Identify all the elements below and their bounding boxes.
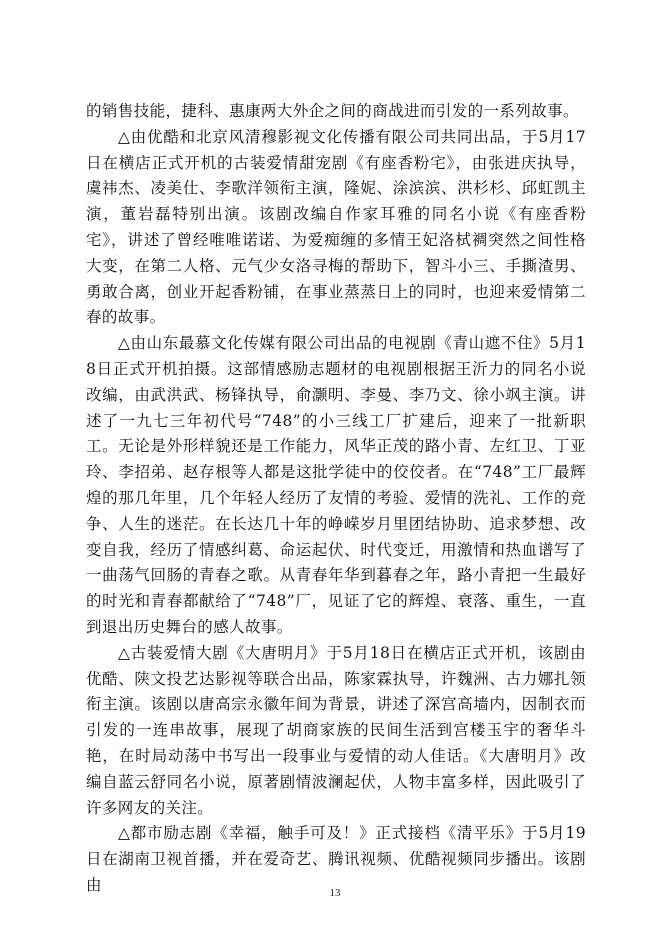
paragraph-5: △都市励志剧《幸福，触手可及！》正式接档《清平乐》于5月19日在湖南卫视首播，并在爱奇艺、腾讯视频、优酷视频同步播出。该剧由 [86, 824, 586, 894]
paragraph-4: △古装爱情大剧《大唐明月》于5月18日在横店正式开机，该剧由优酷、陕文投艺达影视等联合出品，陈家霖执导，许魏洲、古力娜扎领衔主演。该剧以唐高宗永徽年间为背景，讲述了深宫高墙内，因制衣而引发的一连串故事，展现了胡商家族的民间生活到宫楼玉宇的奢华斗艳，在时局动荡中书写出一段事业与爱情的动人佳话。《大唐明月》改编自蓝云舒同名小说，原著剧情波澜起伏，人物丰富多样，因此吸引了许多网友的关注。 [86, 643, 586, 817]
page-number: 13 [329, 887, 341, 899]
paragraph-2: △由优酷和北京风清穆影视文化传播有限公司共同出品，于5月17日在横店正式开机的古装爱情甜宠剧《有座香粉宅》，由张进庆执导，虞祎杰、凌美仕、李歌洋领衔主演，隆妮、涂滨滨、洪杉杉、邱虹凯主演，董岩磊特别出演。该剧改编自作家耳雅的同名小说《有座香粉宅》，讲述了曾经唯唯诺诺、为爱痴缠的多情王妃洛栻裯突然之间性格大变，在第二人格、元气少女洛寻梅的帮助下，智斗小三、手撕渣男、勇敢合离，创业开起香粉铺，在事业蒸蒸日上的同时，也迎来爱情第二春的故事。 [86, 127, 586, 327]
document-body [86, 99, 586, 899]
paragraph-3: △由山东最慕文化传媒有限公司出品的电视剧《青山遮不住》5月18日正式开机拍摄。这部情感励志题材的电视剧根据王沂力的同名小说改编，由武洪武、杨锋执导，俞灏明、李曼、李乃文、徐小飒主演。讲述了一九七三年初代号“748”的小三线工厂扩建后，迎来了一批新职工。无论是外形样貌还是工作能力，风华正茂的路小青、左红卫、丁亚玲、李招弟、赵存根等人都是这批学徒中的佼佼者。在“748”工厂最辉煌的那几年里，几个年轻人经历了友情的考验、爱情的洗礼、工作的竞争、人生的迷茫。在长达几十年的峥嵘岁月里团结协助、追求梦想、改变自我，经历了情感纠葛、命运起伏、时代变迁，用激情和热血谱写了一曲荡气回肠的青春之歌。从青春年华到暮春之年，路小青把一生最好的时光和青春都献给了“748”厂，见证了它的辉煌、衰落、重生，一直到退出历史舞台的感人故事。 [86, 334, 586, 636]
paragraph-1: 的销售技能，捷科、惠康两大外企之间的商战进而引发的一系列故事。 [86, 102, 579, 120]
